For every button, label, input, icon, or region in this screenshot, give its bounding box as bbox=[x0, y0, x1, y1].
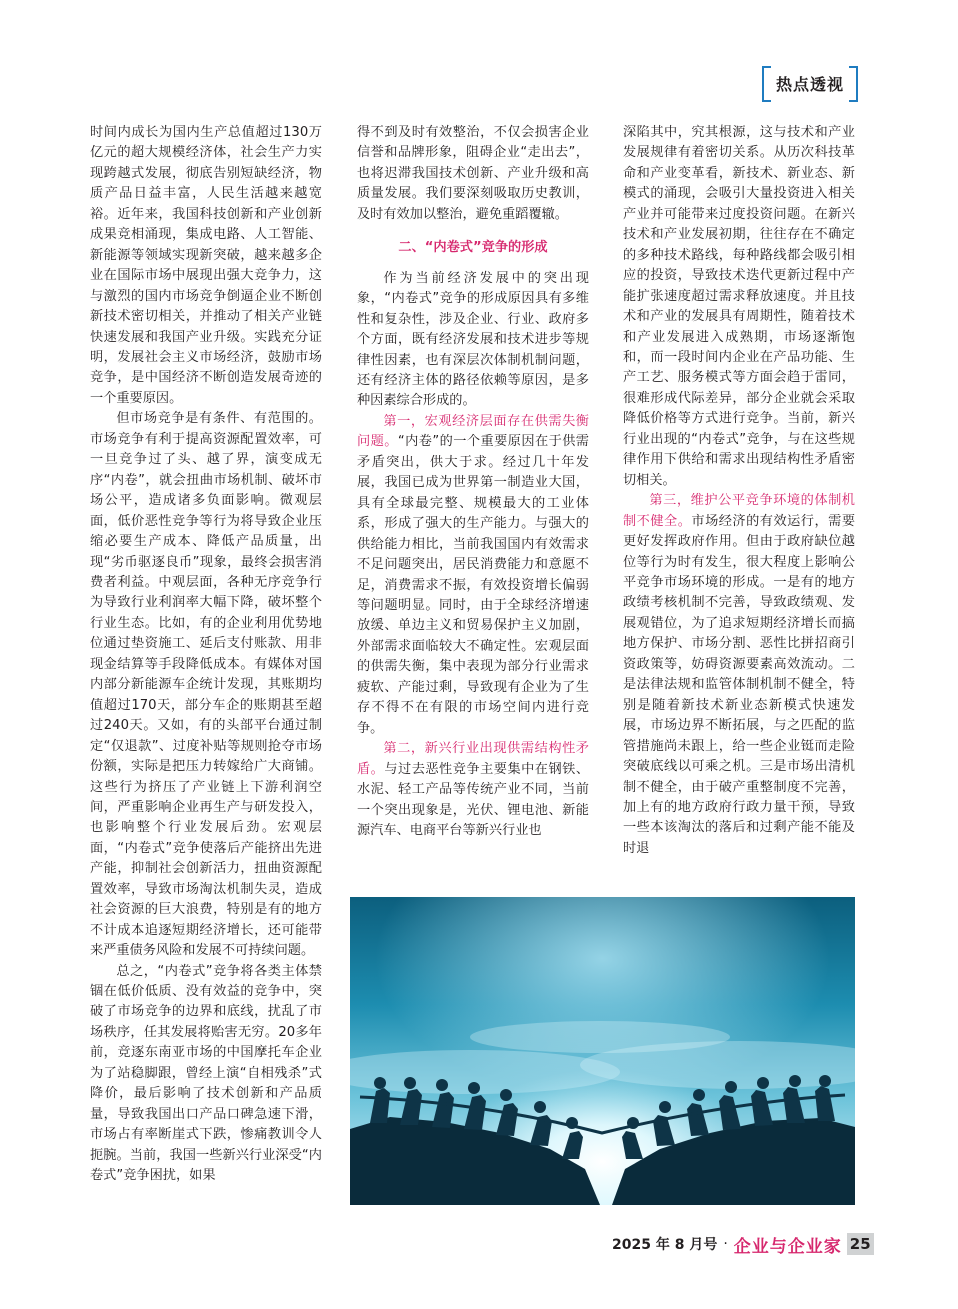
issue-date: 2025 年 8 月号 bbox=[612, 1237, 718, 1253]
section-heading: 二、“内卷式”竞争的形成 bbox=[398, 240, 548, 256]
paragraph: 但市场竞争是有条件、有范围的。市场竞争有利于提高资源配置效率，可一旦竞争过了头、越了界，演变成无序“内卷”，就会扭曲市场机制、破坏市场公平，造成诸多负面影响。微观层面，低价恶性竞争等行为将导致企业压缩必要生产成本、降低产品质量，出现“劣币驱逐良币”现象，最终会损害消费者利益。中观层面，各种无序竞争行为导致行业利润率大幅下降，破坏整个行业生态。比如，有的企业利用优势地位通过垫资施工、延后支付账款、用非现金结算等手段降低成本。有媒体对国内部分新能源车企统计发现，其账期均值超过170天，部分车企的账期甚至超过240天。又如，有的头部平台通过制定“仅退款”、过度补贴等规则抢夺市场份额，实际是把压力转嫁给广大商铺。这些行为挤压了产业链上下游利润空间，严重影响企业再生产与研发投入，也影响整个行业发展后劲。宏观层面，“内卷式”竞争使落后产能挤出先进产能，抑制社会创新活力，扭曲资源配置效率，导致市场淘汰机制失灵，造成社会资源的巨大浪费，特别是有的地方不计成本追逐短期经济增长，还可能带来严重债务风险和发展不可持续问题。 bbox=[90, 411, 322, 959]
section-tag-label: 热点透视 bbox=[775, 75, 844, 94]
highlight-lead: 第一，宏观经济层面存在供需失衡问题。 bbox=[357, 413, 589, 450]
page-number: 25 bbox=[847, 1233, 874, 1255]
paragraph bbox=[623, 491, 855, 859]
paragraph bbox=[357, 739, 589, 841]
article-column-2 bbox=[357, 123, 589, 841]
article-column-1 bbox=[90, 123, 322, 1187]
paragraph-body: 与过去恶性竞争主要集中在钢铁、水泥、轻工产品等传统产业不同，当前一个突出现象是，光伏、锂电池、新能源汽车、电商平台等新兴行业也 bbox=[357, 761, 590, 838]
footer-separator: · bbox=[723, 1236, 728, 1252]
paragraph-body: “内卷”的一个重要原因在于供需矛盾突出，供大于求。经过几十年发展，我国已成为世界第一制造业大国，具有全球最完整、规模最大的工业体系，形成了强大的生产能力。与强大的供给能力相比，当前我国国内有效需求不足问题突出，居民消费能力和意愿不足，消费需求不振，有效投资增长偏弱等问题明显。同时，由于全球经济增速放缓、单边主义和贸易保护主义加剧，外部需求面临较大不确定性。宏观层面的供需失衡，集中表现为部分行业需求疲软、产能过剩，导致现有企业为了生存不得不在有限的市场空间内进行竞争。 bbox=[357, 434, 589, 736]
paragraph: 得不到及时有效整治，不仅会损害企业信誉和品牌形象，阻碍企业“走出去”，也将迟滞我国技术创新、产业升级和高质量发展。我们要深刻吸取历史教训，及时有效加以整治，避免重蹈覆辙。 bbox=[357, 125, 589, 222]
paragraph-body: 市场经济的有效运行，需要更好发挥政府作用。但由于政府缺位越位等行为时有发生，很大程度上影响公平竞争市场环境的形成。一是有的地方政绩考核机制不完善，导致政绩观、发展观错位，为了追求短期经济增长而搞地方保护、市场分割、恶性比拼招商引资政策等，妨碍资源要素高效流动。二是法律法规和监管体制机制不健全，特别是随着新技术新业态新模式快速发展，市场边界不断拓展，与之匹配的监管措施尚未跟上，给一些企业铤而走险突破底线以可乘之机。三是市场出清机制不健全，由于破产重整制度不完善，加上有的地方政府行政力量干预，导致一些本该淘汰的落后和过剩产能不能及时退 bbox=[623, 513, 856, 856]
page-footer bbox=[612, 1232, 874, 1256]
paragraph: 时间内成长为国内生产总值超过130万亿元的超大规模经济体，社会生产力实现跨越式发展，彻底告别短缺经济，物质产品日益丰富，人民生活越来越宽裕。近年来，我国科技创新和产业创新成果竞相涌现，集成电路、人工智能、新能源等领域实现新突破，越来越多企业在国际市场中展现出强大竞争力，这与激烈的国内市场竞争倒逼企业不断创新技术密切相关，并推动了相关产业链快速发展和我国产业升级。实践充分证明，发展社会主义市场经济，鼓励市场竞争，是中国经济不断创造发展奇迹的一个重要原因。 bbox=[90, 125, 322, 406]
paragraph: 深陷其中，究其根源，这与技术和产业发展规律有着密切关系。从历次科技革命和产业变革看，新技术、新业态、新模式的涌现，会吸引大量投资进入相关产业并可能带来过度投资问题。在新兴技术和产业发展初期，往往存在不确定的多种技术路线，每种路线都会吸引相应的投资，导致技术迭代更新过程中产能扩张速度超过需求释放速度。并且技术和产业的发展具有周期性，随着技术和产业发展进入成熟期，市场逐渐饱和，而一段时间内企业在产品功能、生产工艺、服务模式等方面会趋于雷同，很难形成代际差异，部分企业就会采取降低价格等方式进行竞争。当前，新兴行业出现的“内卷式”竞争，与在这些规律作用下供给和需求出现结构性矛盾密切相关。 bbox=[623, 125, 855, 488]
highlight-lead: 第二，新兴行业出现供需结构性矛盾。 bbox=[357, 741, 589, 777]
section-tag bbox=[762, 66, 858, 100]
article-column-3 bbox=[623, 123, 855, 859]
highlight-lead: 第三，维护公平竞争环境的体制机制不健全。 bbox=[623, 493, 855, 529]
paragraph: 作为当前经济发展中的突出现象，“内卷式”竞争的形成原因具有多维性和复杂性，涉及企业、行业、政府多个方面，既有经济发展和技术进步等规律性因素，也有深层次体制机制问题，还有经济主体的路径依赖等原因，是多种因素综合形成的。 bbox=[357, 270, 589, 409]
tug-of-war-photo bbox=[350, 897, 855, 1205]
paragraph bbox=[357, 412, 589, 739]
magazine-name: 企业与企业家 bbox=[733, 1236, 842, 1257]
paragraph: 总之，“内卷式”竞争将各类主体禁锢在低价低质、没有效益的竞争中，突破了市场竞争的边界和底线，扰乱了市场秩序，任其发展将贻害无穷。20多年前，竞逐东南亚市场的中国摩托车企业为了站稳脚跟，曾经上演“自相残杀”式降价，最后影响了技术创新和产品质量，导致我国出口产品口碑急速下滑，市场占有率断崖式下跌，惨痛教训令人扼腕。当前，我国一些新兴行业深受“内卷式”竞争困扰，如果 bbox=[90, 963, 322, 1184]
